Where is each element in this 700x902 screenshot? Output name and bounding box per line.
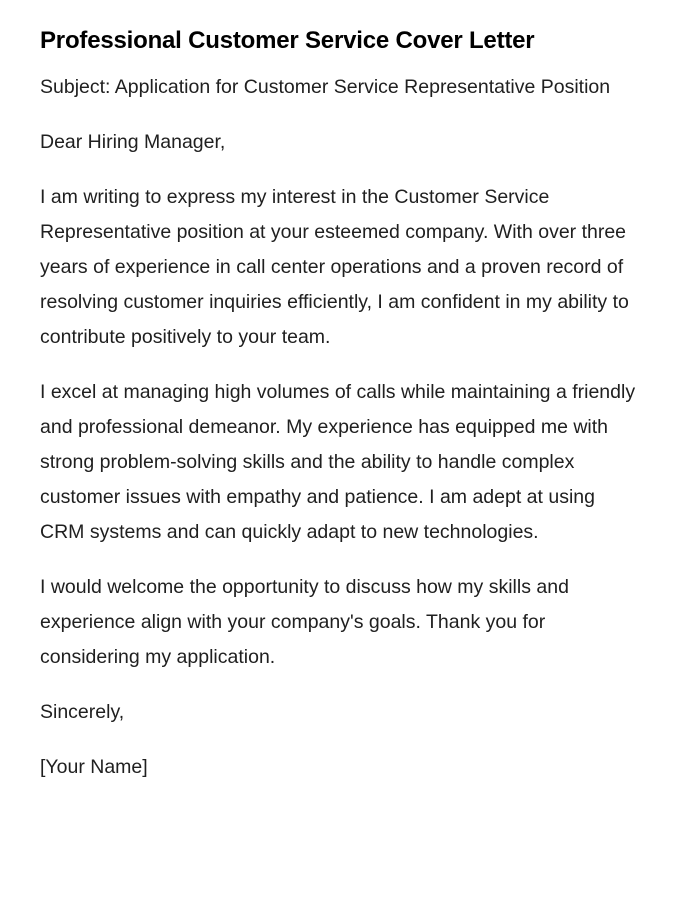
signature-placeholder: [Your Name]	[40, 756, 148, 778]
letter-page	[40, 24, 640, 805]
body-paragraph: I excel at managing high volumes of calls while maintaining a friendly and professional demeanor. My experience has equipped me with strong problem-solving skills and the ability to handle complex customer issues with empathy and patience. I am adept at using CRM systems and can quickly adapt to new technologies.	[40, 381, 636, 543]
body-paragraph: I am writing to express my interest in the Customer Service Representative position at your esteemed company. With over three years of experience in call center operations and a proven record of resolving customer inquiries efficiently, I am confident in my ability to contribute positively to your team.	[40, 186, 629, 348]
closing: Sincerely,	[40, 701, 125, 723]
body-paragraph: I would welcome the opportunity to discuss how my skills and experience align with your company's goals. Thank you for considering my application.	[40, 576, 569, 668]
document-title: Professional Customer Service Cover Letter	[40, 27, 535, 54]
subject-line: Subject: Application for Customer Service Representative Position	[40, 76, 611, 98]
greeting: Dear Hiring Manager,	[40, 131, 226, 153]
